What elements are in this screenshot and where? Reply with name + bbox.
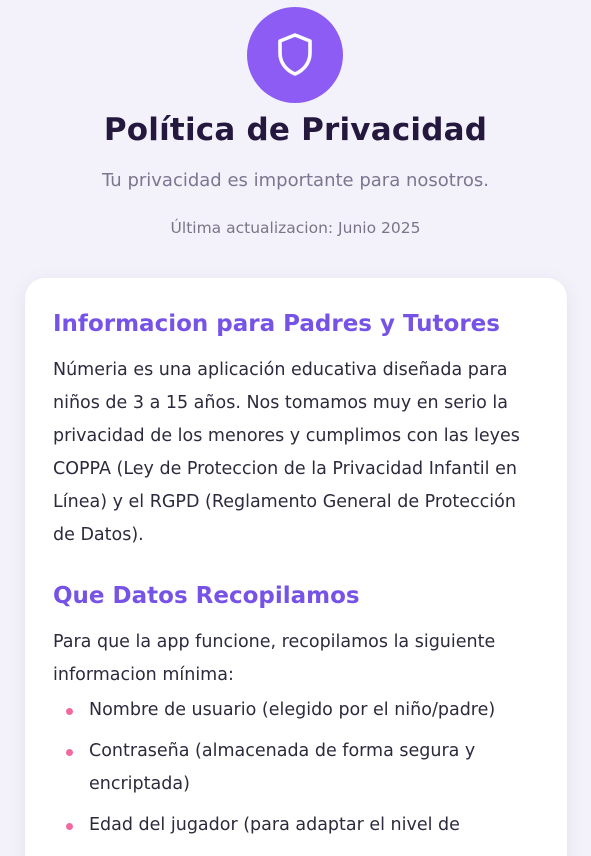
section-heading-parents: Informacion para Padres y Tutores: [53, 311, 500, 337]
list-item: [53, 735, 539, 801]
bullet-dot-icon: [66, 823, 73, 830]
list-item-text: Edad del jugador (para adaptar el nivel de: [89, 815, 460, 835]
shield-badge: [247, 7, 343, 103]
data-collected-list: [53, 694, 539, 842]
list-item-text: Nombre de usuario (elegido por el niño/padre): [89, 700, 496, 720]
section-paragraph-parents: Númeria es una aplicación educativa diseñada para niños de 3 a 15 años. Nos tomamos muy en serio la privacidad de los menores y cumplimos con las leyes COPPA (Ley de Proteccion de la Privacidad Infantil en Línea) y el RGPD (Reglamento General de Protección de Datos).: [53, 360, 520, 545]
shield-icon: [275, 32, 315, 78]
list-item-text: Contraseña (almacenada de forma segura y encriptada): [89, 741, 476, 794]
page-title: Política de Privacidad: [103, 112, 488, 148]
list-item: [53, 809, 539, 842]
list-item: [53, 694, 539, 727]
page-subtitle: Tu privacidad es importante para nosotros.: [102, 170, 489, 191]
last-updated-date: Última actualizacion: Junio 2025: [170, 219, 421, 237]
bullet-dot-icon: [66, 749, 73, 756]
policy-content-card: [25, 278, 567, 856]
section-paragraph-data-collected: Para que la app funcione, recopilamos la siguiente informacion mínima:: [53, 632, 496, 685]
bullet-dot-icon: [66, 708, 73, 715]
section-heading-data-collected: Que Datos Recopilamos: [53, 583, 360, 609]
